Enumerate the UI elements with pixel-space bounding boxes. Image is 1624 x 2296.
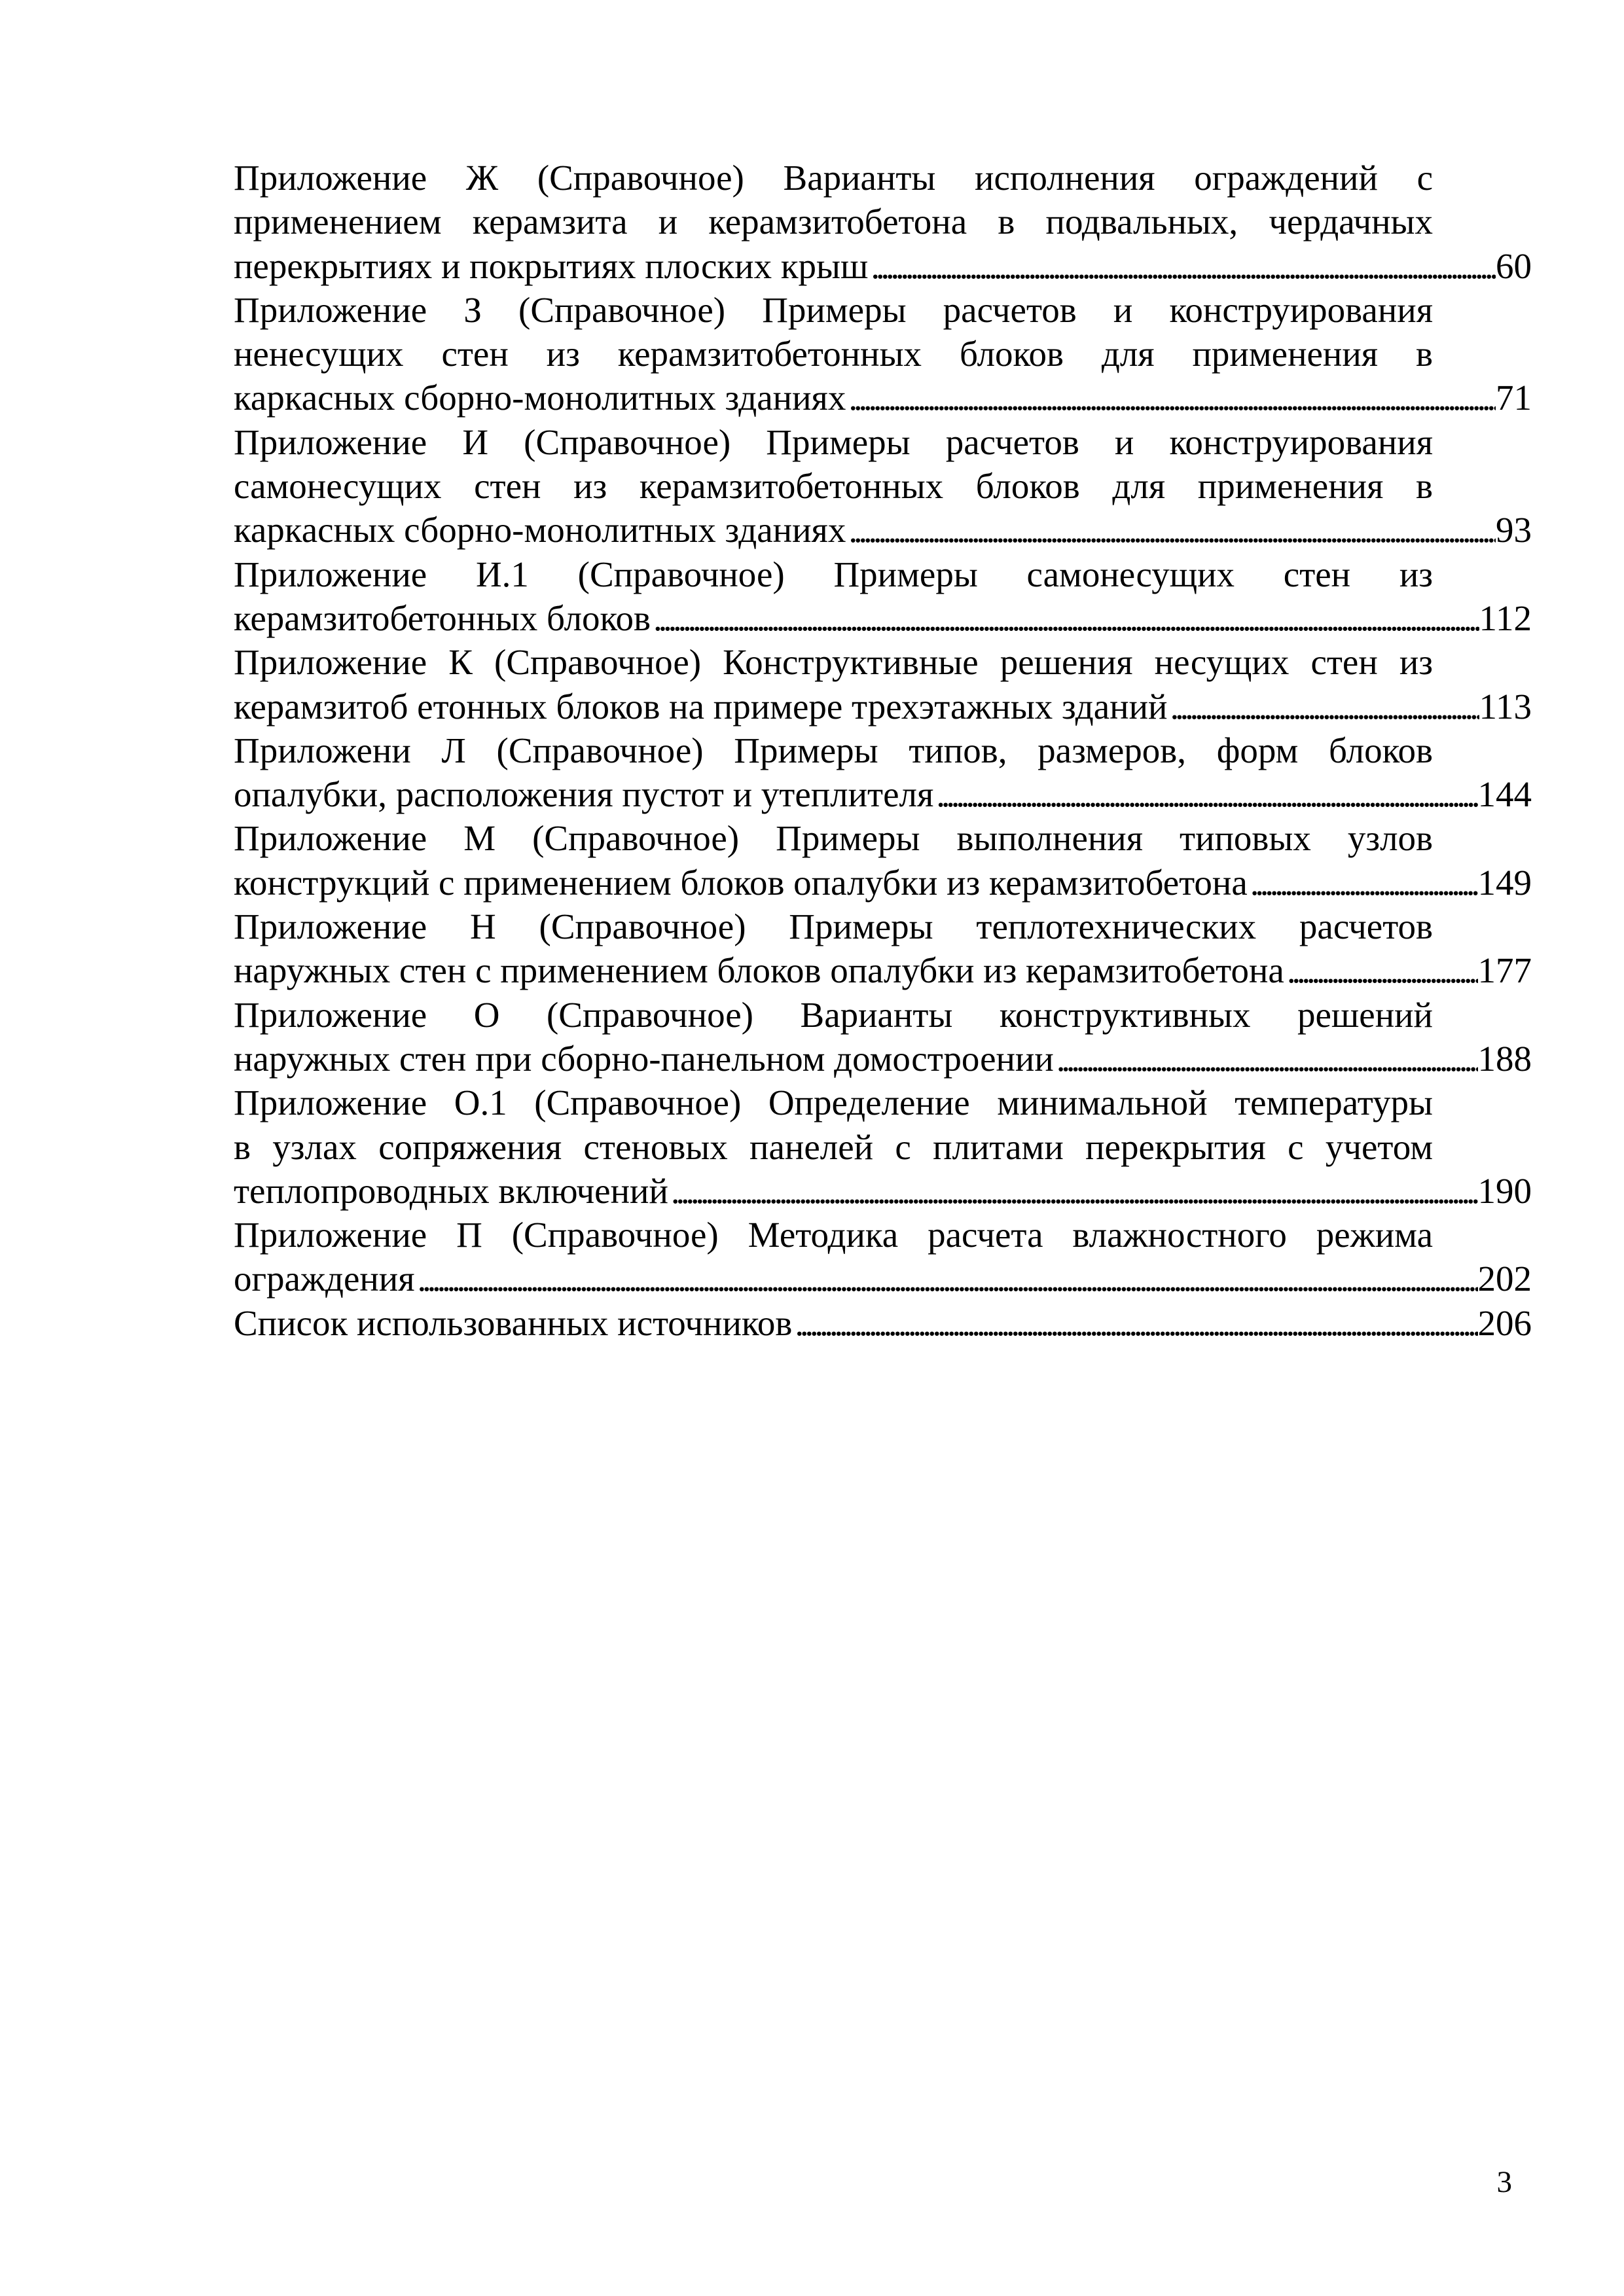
table-of-contents <box>234 156 1532 1345</box>
toc-entry[interactable] <box>234 993 1532 1081</box>
toc-entry-title-line: применением керамзита и керамзитобетона в подвальных, чердачных <box>234 202 1433 242</box>
toc-entry-title-line: наружных стен при сборно-панельном домостроении <box>234 1038 1054 1079</box>
toc-page-number: 93 <box>1496 510 1532 550</box>
toc-page-number: 202 <box>1477 1259 1532 1299</box>
toc-entry-title-line: ограждения <box>234 1259 415 1299</box>
toc-entry[interactable] <box>234 1213 1532 1301</box>
toc-entry-title-line: Приложение О (Справочное) Варианты конструктивных решений <box>234 994 1433 1035</box>
toc-entry-last-line <box>234 948 1532 992</box>
toc-entry-title-line: конструкций с применением блоков опалубки из керамзитобетона <box>234 862 1248 903</box>
toc-entry-title-line: Список использованных источников <box>234 1302 793 1343</box>
dot-leader <box>933 772 1477 816</box>
dot-leader <box>792 1301 1477 1345</box>
toc-entry-title-line: наружных стен с применением блоков опалубки из керамзитобетона <box>234 950 1284 991</box>
toc-entry[interactable] <box>234 288 1532 420</box>
dot-leader <box>1248 861 1478 905</box>
toc-page-number: 149 <box>1477 862 1532 903</box>
toc-page-number: 113 <box>1479 686 1532 726</box>
toc-entry-last-line <box>234 376 1532 420</box>
toc-entry-last-line <box>234 1301 1532 1345</box>
toc-entry-title-line: Приложение З (Справочное) Примеры расчетов и конструирования <box>234 289 1433 330</box>
toc-page-number: 188 <box>1477 1038 1532 1079</box>
dot-leader <box>415 1257 1478 1300</box>
toc-entry-last-line <box>234 1037 1532 1081</box>
toc-page-number: 112 <box>1479 598 1532 638</box>
toc-entry-title-line: Приложение Н (Справочное) Примеры теплотехнических расчетов <box>234 906 1433 947</box>
toc-entry-title-line: самонесущих стен из керамзитобетонных блоков для применения в <box>234 466 1433 507</box>
toc-entry[interactable] <box>234 1301 1532 1345</box>
toc-page-number: 177 <box>1477 950 1532 991</box>
toc-entry-title-line: Приложение М (Справочное) Примеры выполнения типовых узлов <box>234 818 1433 859</box>
toc-entry[interactable] <box>234 905 1532 993</box>
dot-leader <box>846 376 1496 420</box>
toc-entry-title-line: опалубки, расположения пустот и утеплителя <box>234 774 934 815</box>
toc-entry-title-line: каркасных сборно-монолитных зданиях <box>234 378 846 418</box>
toc-entry[interactable] <box>234 156 1532 288</box>
toc-entry-last-line <box>234 244 1532 288</box>
dot-leader <box>1167 685 1479 728</box>
toc-entry-title-line: каркасных сборно-монолитных зданиях <box>234 510 846 550</box>
toc-entry-title-line: Приложение И.1 (Справочное) Примеры самонесущих стен из <box>234 554 1433 594</box>
toc-entry-title-line: перекрытиях и покрытиях плоских крыш <box>234 245 869 286</box>
dot-leader <box>846 508 1496 552</box>
page-number: 3 <box>1496 2165 1512 2199</box>
toc-entry-title-line: ненесущих стен из керамзитобетонных блоков для применения в <box>234 334 1433 374</box>
toc-entry[interactable] <box>234 552 1532 641</box>
toc-page-number: 144 <box>1477 774 1532 815</box>
toc-entry-title-line: Приложение Ж (Справочное) Варианты исполнения ограждений с <box>234 158 1433 198</box>
dot-leader <box>1054 1037 1478 1081</box>
toc-entry-last-line <box>234 861 1532 905</box>
toc-entry-last-line <box>234 772 1532 816</box>
toc-page-number: 206 <box>1477 1302 1532 1343</box>
toc-page-number: 190 <box>1477 1170 1532 1211</box>
toc-entry[interactable] <box>234 728 1532 817</box>
toc-entry-last-line <box>234 508 1532 552</box>
toc-entry-last-line <box>234 1169 1532 1213</box>
toc-entry-title-line: Приложение К (Справочное) Конструктивные решения несущих стен из <box>234 642 1433 683</box>
dot-leader <box>668 1169 1478 1213</box>
toc-page-number: 71 <box>1496 378 1532 418</box>
toc-entry[interactable] <box>234 420 1532 552</box>
toc-entry-title-line: Приложени Л (Справочное) Примеры типов, размеров, форм блоков <box>234 730 1433 770</box>
toc-entry-title-line: теплопроводных включений <box>234 1170 668 1211</box>
toc-entry-last-line <box>234 685 1532 728</box>
toc-entry-title-line: керамзитобетонных блоков <box>234 598 651 638</box>
toc-entry[interactable] <box>234 1081 1532 1213</box>
dot-leader <box>868 244 1496 288</box>
toc-entry-title-line: Приложение И (Справочное) Примеры расчетов и конструирования <box>234 422 1433 462</box>
toc-page-number: 60 <box>1496 245 1532 286</box>
dot-leader <box>1284 948 1478 992</box>
toc-entry-title-line: Приложение П (Справочное) Методика расчета влажностного режима <box>234 1215 1433 1255</box>
toc-entry[interactable] <box>234 816 1532 905</box>
toc-entry-title-line: Приложение О.1 (Справочное) Определение минимальной температуры <box>234 1083 1433 1123</box>
toc-entry-title-line: керамзитоб етонных блоков на примере трехэтажных зданий <box>234 686 1168 726</box>
toc-entry[interactable] <box>234 640 1532 728</box>
toc-entry-last-line <box>234 596 1532 640</box>
toc-entry-title-line: в узлах сопряжения стеновых панелей с плитами перекрытия с учетом <box>234 1126 1433 1167</box>
toc-entry-last-line <box>234 1257 1532 1300</box>
dot-leader <box>651 596 1479 640</box>
